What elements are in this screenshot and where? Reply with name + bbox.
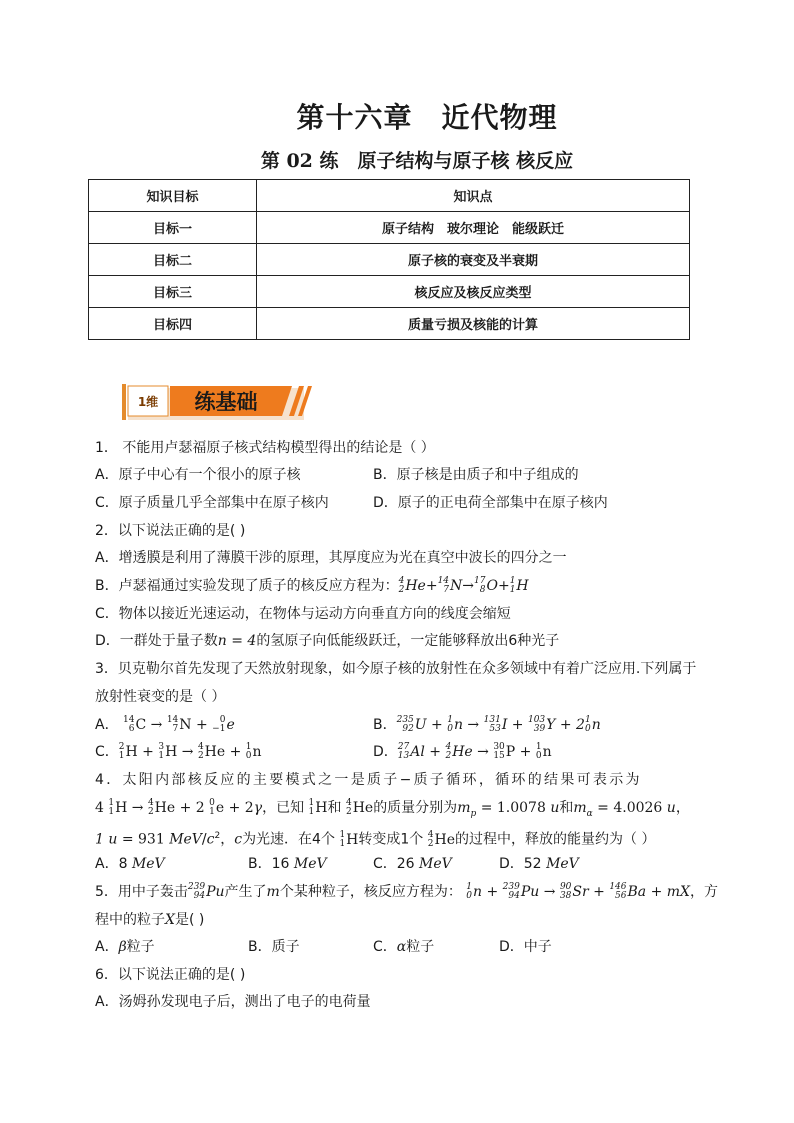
q4-unit: MeV	[293, 856, 327, 872]
q4-text2: 和	[327, 800, 342, 816]
q4-text6: 为光速．在4个	[242, 831, 335, 848]
q5-option-c: C．α粒子	[373, 939, 435, 955]
q1-option-b: B．原子核是由质子和中子组成的	[373, 467, 579, 483]
q5-option-b: B．质子	[248, 939, 300, 955]
q2-option-d	[95, 631, 700, 651]
table-cell: 目标三	[89, 276, 257, 308]
q3-option-d: D． 27 13 Al + 4 2 He → 30 15 P + 1 0 n	[373, 742, 552, 761]
q5-option-a: A．β粒子	[95, 939, 155, 955]
table-cell: 目标四	[89, 308, 257, 340]
q5-option-c-text: 粒子	[406, 939, 435, 955]
q4-cycle-equation: 4 1 1 H → 4 2 He + 2 0 1 e + 2γ	[95, 798, 263, 817]
q1-stem: 1． 不能用卢瑟福原子核式结构模型得出的结论是（ ）	[95, 440, 435, 456]
q3-option-c: C． 2 1 H + 3 1 H → 4 2 He + 1 0 n	[95, 742, 262, 761]
q6-option-a: A．汤姆孙发现电子后，测出了电子的电荷量	[95, 994, 371, 1010]
q2-option-d-text2: 的氢原子向低能级跃迁，一定能够释放出6种光子	[256, 633, 560, 649]
table-cell: 原子核的衰变及半衰期	[257, 244, 690, 276]
q4-text7: 转变成1个	[358, 831, 424, 848]
q4-option-b	[248, 854, 327, 874]
q1-option-c: C．原子质量几乎全部集中在原子核内	[95, 495, 329, 511]
table-cell: 核反应及核反应类型	[257, 276, 690, 308]
q5-line2-text: 程中的粒子	[95, 912, 165, 928]
q5-text2: 产生了	[224, 884, 267, 900]
chapter-title: 第十六章 近代物理	[296, 101, 558, 134]
q5-option-a-text: 粒子	[126, 939, 155, 955]
q2-option-b	[95, 576, 700, 596]
q3-stem-line1: 3．贝克勒尔首先发现了天然放射现象，如今原子核的放射性在众多领域中有着广泛应用.下列属于	[95, 661, 697, 677]
table-header-point: 知识点	[257, 180, 690, 212]
q4-unit: MeV	[546, 856, 579, 872]
q4-stem-line1: 4．太阳内部核反应的主要模式之一是质子−质子循环，循环的结果可表示为	[95, 772, 642, 788]
q2-quantum-number: n = 4	[217, 633, 257, 649]
q4-mass-p: = 1.0078	[480, 800, 546, 816]
badge-label: 练基础	[194, 390, 258, 414]
q3-options-row2	[95, 742, 700, 766]
table-cell: 质量亏损及核能的计算	[257, 308, 690, 340]
q3-option-b: B． 235 92 U + 1 0 n → 131 53 I + 103 39 Y + 2 1 0 n	[373, 715, 601, 734]
q2-option-d-text1: D．一群处于量子数	[95, 633, 218, 649]
q4-option-d	[499, 854, 579, 874]
q2-option-c: C．物体以接近光速运动，在物体与运动方向垂直方向的线度会缩短	[95, 606, 511, 622]
q5-option-d: D．中子	[499, 939, 552, 955]
table-row	[89, 276, 690, 308]
table-cell: 目标二	[89, 244, 257, 276]
knowledge-goals-table	[88, 179, 690, 340]
table-header-row	[89, 180, 690, 212]
table-cell: 目标一	[89, 212, 257, 244]
q4-option-b-value: B．16	[248, 856, 290, 872]
q5-line2-end: 是( )	[174, 912, 205, 928]
q5-text4: ，方	[690, 884, 719, 900]
q1-option-a: A．原子中心有一个很小的原子核	[95, 467, 301, 483]
table-cell: 原子结构 玻尔理论 能级跃迁	[257, 212, 690, 244]
q4-option-d-value: D．52	[499, 856, 542, 872]
q4-text8: 的过程中，释放的能量约为（ ）	[455, 831, 656, 848]
q5-stem-line1: 5．用中子轰击 239 94 Pu产生了m个某种粒子，核反应方程为： 1 0 n + 239 94 Pu → 90 38 Sr + 146 56 Ba + mX，方	[95, 882, 719, 901]
q5-reaction-equation: 1 0 n + 239 94 Pu → 90 38 Sr + 146 56 Ba + mX	[466, 882, 691, 901]
q4-option-c-value: C．26	[373, 856, 415, 872]
badge-edge	[122, 384, 126, 420]
q6-stem: 6．以下说法正确的是( )	[95, 967, 246, 983]
q2-stem: 2．以下说法正确的是( )	[95, 523, 246, 539]
section-badge	[122, 380, 312, 424]
exercise-subtitle: 第 02 练 原子结构与原子核 核反应	[260, 150, 574, 172]
q4-unit: MeV	[419, 856, 452, 872]
q4-text1: ，已知	[262, 800, 305, 816]
q5-stem-line2: 程中的粒子X是( )	[95, 912, 205, 928]
q4-stem-line3: 1 u = 931 MeV/$c^2$，c为光速．在4个 1 1 H转变成1个 4 2 He的过程中，释放的能量约为（ ）	[95, 829, 656, 849]
q4-mass-alpha: = 4.0026	[597, 800, 663, 816]
q1-option-d: D．原子的正电荷全部集中在原子核内	[373, 495, 608, 511]
q3-option-a: A． 14 6 C → 14 7 N + 0 −1 e	[95, 715, 235, 734]
q4-stem-line2: 4 1 1 H → 4 2 He + 2 0 1 e + 2γ，已知 1 1 H和 4 2 He的质量分别为$m_p = 1.0078$ u和$m_\alpha = 4.0026$ u，	[95, 798, 690, 819]
q4-u-value: = 931	[121, 831, 165, 848]
q4-option-c	[373, 854, 452, 874]
q5-text3: 个某种粒子，核反应方程为：	[279, 884, 462, 900]
q2-reaction-equation: 4 2 He+ 14 7 N→ 17 8 O+ 1 1 H	[398, 576, 529, 595]
q3-options-row1	[95, 715, 700, 739]
q3-stem-line2: 放射性衰变的是（ ）	[95, 689, 226, 705]
q4-text4: 和	[559, 800, 574, 816]
q4-unit: MeV	[131, 856, 165, 872]
badge-tag: 1维	[137, 395, 159, 409]
table-row	[89, 244, 690, 276]
table-row	[89, 212, 690, 244]
q5-text1: 5．用中子轰击	[95, 884, 188, 900]
q2-option-a: A．增透膜是利用了薄膜干涉的原理，其厚度应为光在真空中波长的四分之一	[95, 550, 567, 566]
table-row	[89, 308, 690, 340]
q4-option-a	[95, 854, 165, 874]
q2-option-b-text: B．卢瑟福通过实验发现了质子的核反应方程为：	[95, 578, 399, 594]
q4-text5: ，	[675, 800, 690, 816]
q4-option-a-value: A．8	[95, 856, 128, 872]
table-header-goal: 知识目标	[89, 180, 257, 212]
q4-text3: 的质量分别为	[373, 800, 458, 816]
